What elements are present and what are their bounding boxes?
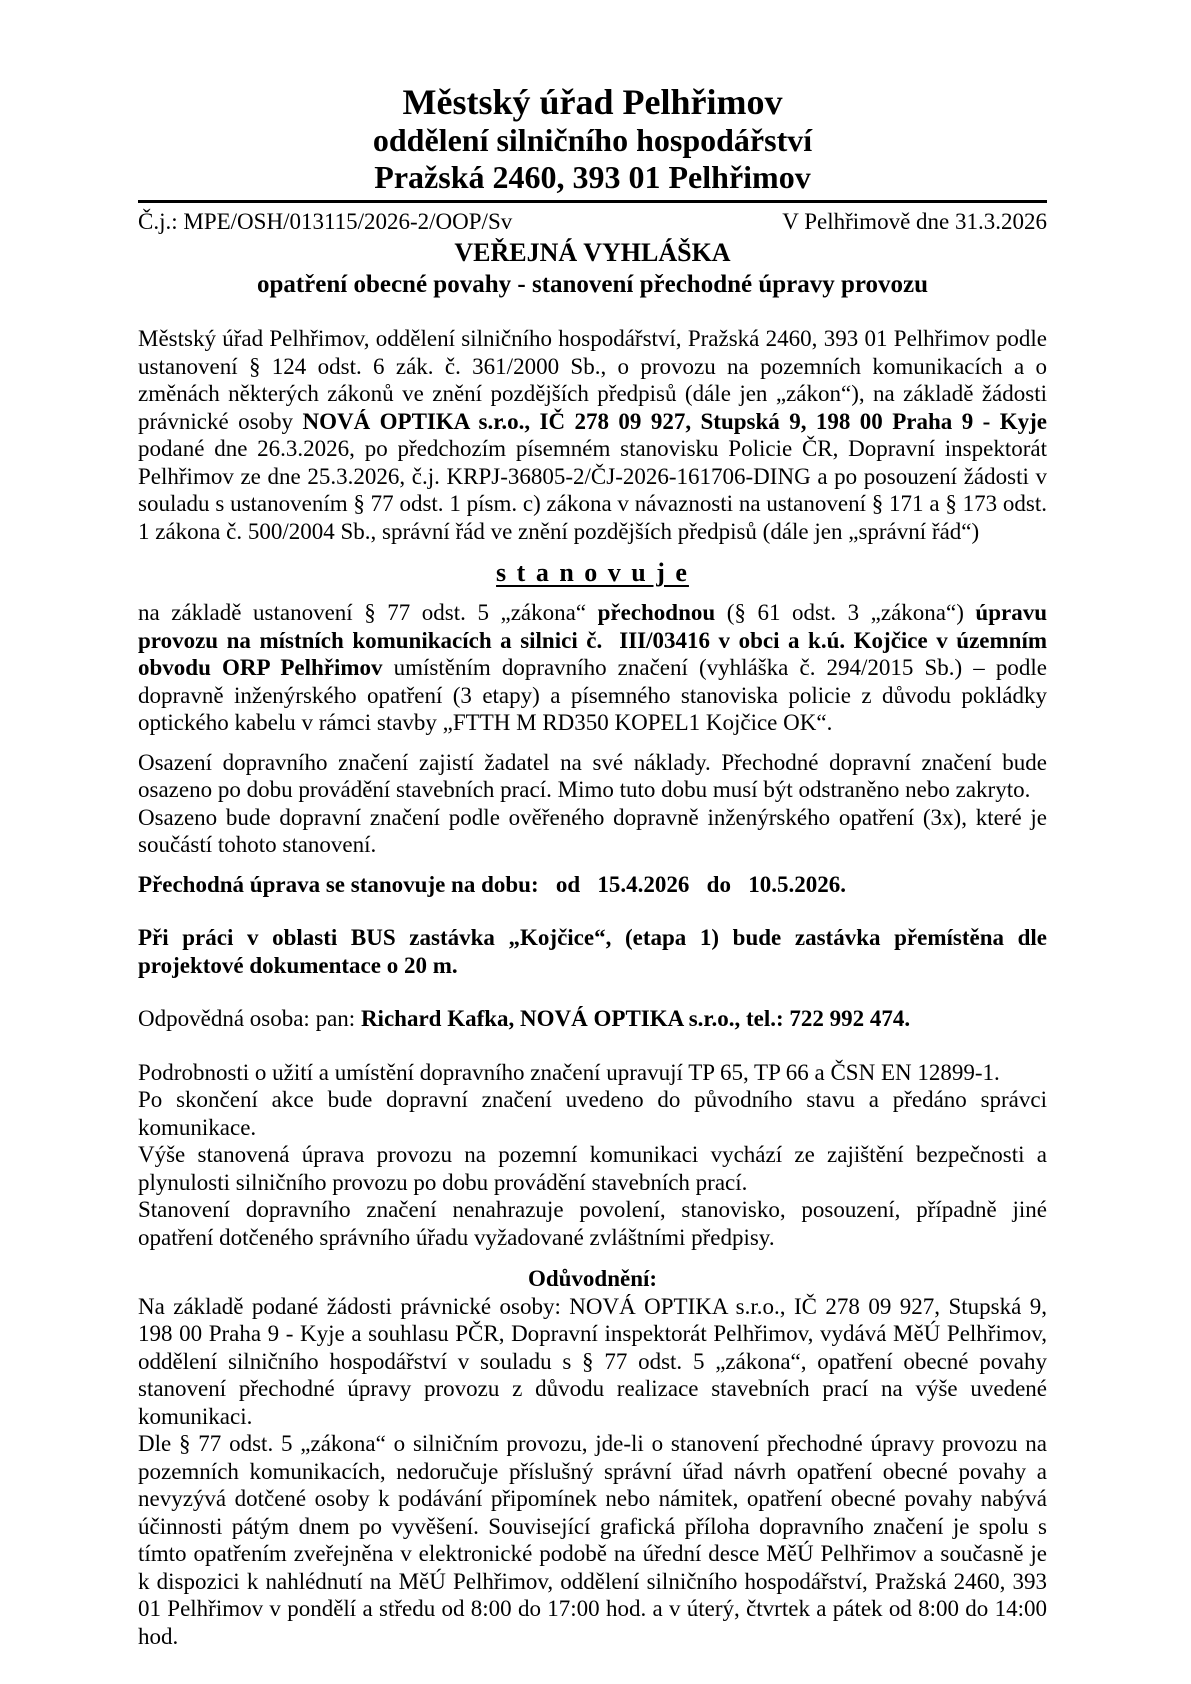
stanovuje-heading [138, 559, 1047, 587]
bus-stop-statement: Při práci v oblasti BUS zastávka „Kojčice“, (etapa 1) bude zastávka přemístěna dle projektové dokumentace o 20 m. [138, 925, 1047, 978]
details-scope-paragraph: Stanovení dopravního značení nenahrazuje povolení, stanovisko, posouzení, případně jiné opatření dotčeného správního úřadu vyžadované zvláštními předpisy. [138, 1197, 1047, 1250]
doc-body [138, 325, 1047, 1650]
intro-paragraph: Městský úřad Pelhřimov, oddělení silničního hospodářství, Pražská 2460, 393 01 Pelhřimov podle ustanovení § 124 odst. 6 zák. č. 361/2000 Sb., o provozu na pozemních komunikacích a o změnách některých zákonů ve znění pozdějších předpisů (dále jen „zákon“), na základě žádosti právnické osoby NOVÁ OPTIKA s.r.o., IČ 278 09 927, Stupská 9, 198 00 Praha 9 - Kyje podané dne 26.3.2026, po předchozím písemném stanovisku Policie ČR, Dopravní inspektorát Pelhřimov ze dne 25.3.2026, č.j. KRPJ-36805-2/ČJ-2026-161706-DING a po posouzení žádosti v souladu s ustanovením § 77 odst. 1 písm. c) zákona v návaznosti na ustanovení § 171 a § 173 odst. 1 zákona č. 500/2004 Sb., správní řád ve znění pozdějších předpisů (dále jen „správní řád“) [138, 326, 1047, 544]
letterhead [138, 82, 1047, 196]
details-safety-paragraph: Výše stanovená úprava provozu na pozemní komunikaci vychází ze zajištění bezpečnosti a plynulosti silničního provozu po dobu provádění stavebních prací. [138, 1142, 1047, 1195]
org-department: oddělení silničního hospodářství [372, 122, 813, 158]
duration-statement: Přechodná úprava se stanovuje na dobu: od 15.4.2026 do 10.5.2026. [138, 871, 846, 897]
justification-paragraph-2: Dle § 77 odst. 5 „zákona“ o silničním provozu, jde-li o stanovení přechodné úpravy provozu na pozemních komunikacích, nedoručuje příslušný správní úřad návrh opatření obecné povahy a nevyzývá dotčené osoby k podávání připomínek nebo námitek, opatření obecné povahy nabývá účinnosti pátým dnem po vyvěšení. Související grafická příloha dopravního značení je spolu s tímto opatřením zveřejněna v elektronické podobě na úřední desce MěÚ Pelhřimov a současně je k dispozici k nahlédnutí na MěÚ Pelhřimov, oddělení silničního hospodářství, Pražská 2460, 393 01 Pelhřimov v pondělí a středu od 8:00 do 17:00 hod. a v úterý, čtvrtek a pátek od 8:00 do 14:00 hod. [138, 1431, 1047, 1649]
stanovuje-heading-text: s t a n o v u j e [496, 558, 689, 587]
signage-approved-paragraph: Osazeno bude dopravní značení podle ověřeného dopravně inženýrského opatření (3x), které je součástí tohoto stanovení. [138, 804, 1047, 857]
ref-number: Č.j.: MPE/OSH/013115/2026-2/OOP/Sv [138, 209, 513, 234]
doc-type-title: VEŘEJNÁ VYHLÁŠKA [454, 238, 731, 267]
place-date: V Pelhřimově dne 31.3.2026 [782, 209, 1047, 234]
details-restore-paragraph: Po skončení akce bude dopravní značení uvedeno do původního stavu a předáno správci komunikace. [138, 1087, 1047, 1140]
justification-paragraph-1: Na základě podané žádosti právnické osoby: NOVÁ OPTIKA s.r.o., IČ 278 09 927, Stupská 9, 198 00 Praha 9 - Kyje a souhlasu PČR, Dopravní inspektorát Pelhřimov, vydává MěÚ Pelhřimov, oddělení silničního hospodářství v souladu s § 77 odst. 5 „zákona“, opatření obecné povahy stanovení přechodné úpravy provozu z důvodu realizace stavebních prací na výše uvedené komunikaci. [138, 1293, 1047, 1429]
responsible-person-paragraph: Odpovědná osoba: pan: Richard Kafka, NOVÁ OPTIKA s.r.o., tel.: 722 992 474. [138, 1006, 911, 1031]
header-divider [138, 200, 1047, 203]
ruling-paragraph: na základě ustanovení § 77 odst. 5 „zákona“ přechodnou (§ 61 odst. 3 „zákona“) úpravu provozu na místních komunikacích a silnici č. III/03416 v obci a k.ú. Kojčice v územním obvodu ORP Pelhřimov umístěním dopravního značení (vyhláška č. 294/2015 Sb.) – podle dopravně inženýrského opatření (3 etapy) a písemného stanoviska policie z důvodu pokládky optického kabelu v rámci stavby „FTTH M RD350 KOPEL1 Kojčice OK“. [138, 600, 1048, 735]
reference-row [138, 209, 1047, 235]
doc-subtitle: opatření obecné povahy - stanovení přechodné úpravy provozu [256, 271, 929, 298]
signage-installation-paragraph: Osazení dopravního značení zajistí žadatel na své náklady. Přechodné dopravní značení bude osazeno po dobu provádění stavebních prací. Mimo tuto dobu musí být odstraněno nebo zakryto. [138, 749, 1047, 802]
org-name: Městský úřad Pelhřimov [402, 82, 783, 122]
org-address: Pražská 2460, 393 01 Pelhřimov [374, 159, 811, 195]
details-standards-paragraph: Podrobnosti o užití a umístění dopravního značení upravují TP 65, TP 66 a ČSN EN 12899-1. [138, 1059, 1000, 1085]
justification-heading: Odůvodnění: [527, 1266, 658, 1291]
